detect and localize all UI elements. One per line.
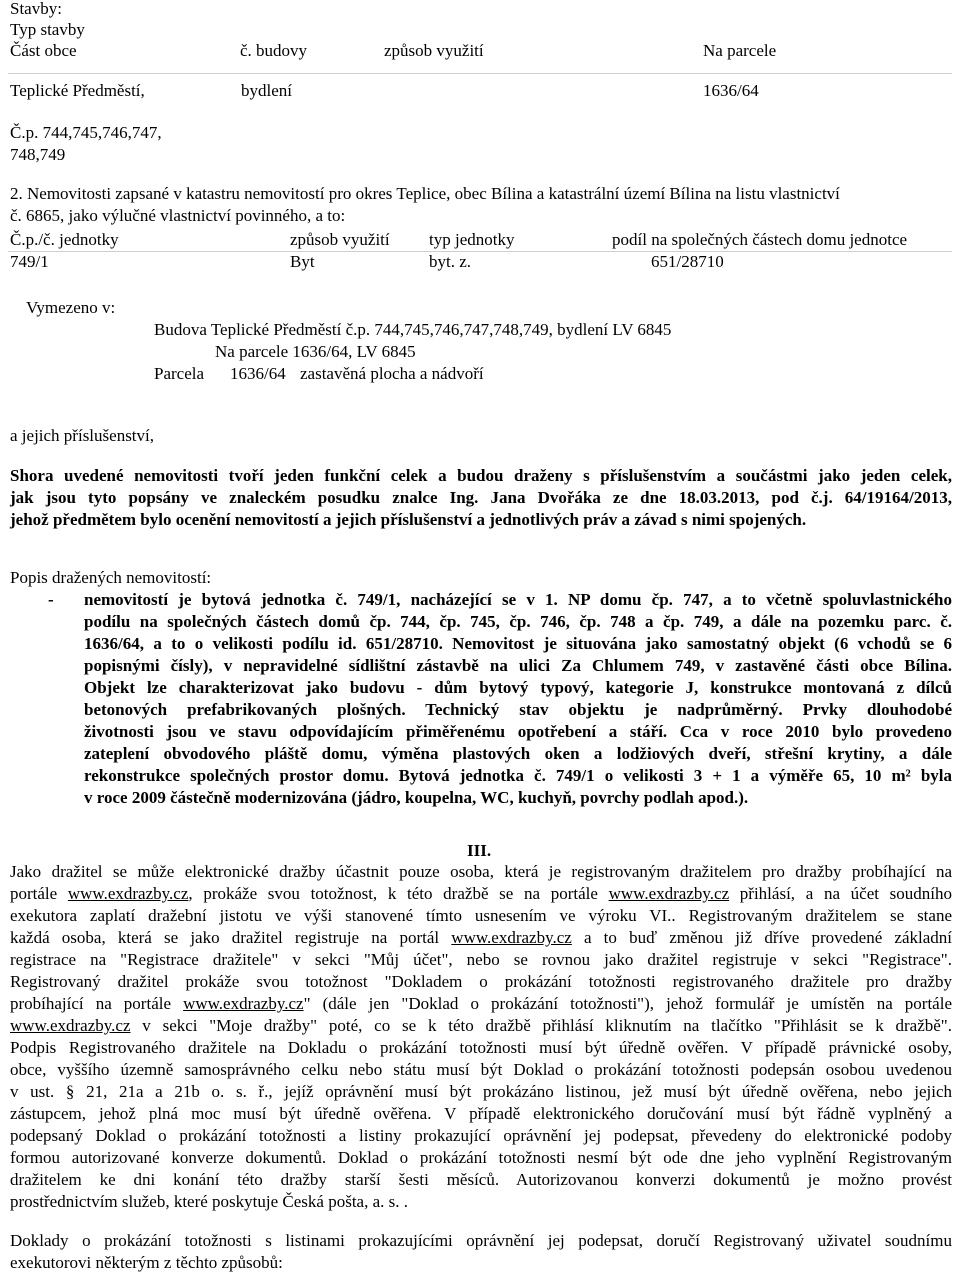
col-na-parcele: Na parcele <box>703 41 777 60</box>
popis-line: betonových prefabrikovaných plošných. Technický stav objektu je nadprůměrný. Prvky dlouhodobé <box>84 700 952 719</box>
row-zpusob: bydlení <box>241 81 292 100</box>
s2-col-cp: Č.p./č. jednotky <box>10 230 119 249</box>
vymezeno-parcela-label: Parcela <box>154 364 205 383</box>
s3-line6: Registrovaný dražitel prokáže svou totožnost "Dokladem o prokázání totožnosti registrovaného dražitele pro dražby <box>10 972 952 991</box>
section2-line1: 2. Nemovitosti zapsané v katastru nemovitostí pro okres Teplice, obec Bílina a katastrální území Bílina na listu vlastnictví <box>10 184 840 203</box>
s3-text: každá osoba, která se jako dražitel registruje na portál <box>10 928 452 947</box>
s3-line4 <box>10 927 952 949</box>
s2-col-typ: typ jednotky <box>429 230 515 249</box>
shora-line2: jak jsou tyto popsány ve znaleckém posudku znalce Ing. Jana Dvořáka ze dne 18.03.2013, pod č.j. 64/19164/2013, <box>10 488 952 507</box>
popis-title: Popis dražených nemovitostí: <box>10 568 212 587</box>
popis-line: popisnými čísly), v nepravidelné sídlištní zástavbě na ulici Za Chlumem 749, v zastavěné části obce Bílina. <box>84 656 952 675</box>
popis-line: 1636/64, a to o velikosti podílu id. 651/28710. Nemovitost je situována jako samostatný objekt (6 vchodů se 6 <box>84 634 952 653</box>
shora-line3: jehož předmětem bylo ocenění nemovitostí a jejich příslušenství a jednotlivých práv a závad s nimi spojených. <box>10 510 807 529</box>
s3-line13: podepsaný Doklad o prokázání totožnosti a listiny prokazující oprávnění jej podepsat, převedeny do elektronické podoby <box>10 1126 952 1145</box>
vymezeno-line2: Na parcele 1636/64, LV 6845 <box>215 342 416 361</box>
s3-text: a to buď změnou již dříve provedené základní <box>571 928 952 947</box>
popis-last-line: v roce 2009 částečně modernizována (jádro, koupelna, WC, kuchyň, povrchy podlah apod.). <box>84 788 749 807</box>
s3-text: portále <box>10 884 68 903</box>
exdrazby-link[interactable]: www.exdrazby.cz <box>451 928 572 947</box>
section3-heading: III. <box>467 841 492 860</box>
doklady-line2: exekutorovi některým z těchto způsobů: <box>10 1253 283 1272</box>
exdrazby-link[interactable]: www.exdrazby.cz <box>608 884 730 903</box>
vymezeno-line1: Budova Teplické Předměstí č.p. 744,745,746,747,748,749, bydlení LV 6845 <box>154 320 672 339</box>
s3-text: v sekci "Moje dražby" poté, co se k této dražbě přihlásí kliknutím na tlačítko "Přihlásit se k dražbě". <box>130 1016 952 1035</box>
popis-line: rekonstrukce společných prostor domu. Bytová jednotka č. 749/1 o velikosti 3 + 1 a výměře 65, 10 m² byla <box>84 766 952 785</box>
s3-line5: registrace na "Registrace dražitele" v sekci "Můj účet", nebo se rovnou jako dražitel registruje v sekci "Registrace". <box>10 950 952 969</box>
s3-line12: zástupcem, jehož plná moc musí být úředně ověřena. V případě elektronického doručování musí být řádně vyplněný a <box>10 1104 952 1123</box>
doklady-line1: Doklady o prokázání totožnosti s listinami prokazujícími oprávnění jej podepsat, doručí Registrovaný uživatel soudnímu <box>10 1231 952 1250</box>
row-parcela: 1636/64 <box>703 81 759 100</box>
row-cast-obce: Teplické Předměstí, <box>10 81 145 100</box>
s3-line7 <box>10 993 952 1015</box>
s3-line9: Podpis Registrovaného dražitele na Dokladu o prokázání totožnosti musí být úředně ověřen. V případě právnické osoby, <box>10 1038 952 1057</box>
s3-line8 <box>10 1015 952 1037</box>
s2-row-zpusob: Byt <box>290 252 315 271</box>
row-cp-line2: 748,749 <box>10 145 66 164</box>
exdrazby-link[interactable]: www.exdrazby.cz <box>67 884 189 903</box>
s3-line10: obce, vyššího územně samosprávného celku nebo státu musí být Doklad o prokázání totožnosti podepsán osobou uvedenou <box>10 1060 952 1079</box>
exdrazby-link[interactable]: www.exdrazby.cz <box>183 994 304 1013</box>
shora-line1: Shora uvedené nemovitosti tvoří jeden funkční celek a budou draženy s příslušenstvím a součástmi jako jeden celek, <box>10 466 952 485</box>
popis-line: zateplení obvodového pláště domu, výměna plastových oken a lodžiových dveří, střešní krytiny, a dále <box>84 744 952 763</box>
col-c-budovy: č. budovy <box>240 41 308 60</box>
s3-text: " (dále jen "Doklad o prokázání totožnosti"), jehož formulář je umístěn na portále <box>303 994 952 1013</box>
exdrazby-link[interactable]: www.exdrazby.cz <box>10 1016 131 1035</box>
popis-line: Objekt lze charakterizovat jako budovu - dům bytový typový, kategorie J, konstrukce montovaná z dílců <box>84 678 952 697</box>
col-zpusob: způsob využití <box>384 41 484 60</box>
s3-line2 <box>10 883 952 905</box>
s3-text: , prokáže svou totožnost, k této dražbě se na portále <box>188 884 609 903</box>
s2-row-typ: byt. z. <box>429 252 472 271</box>
popis-line: nemovitostí je bytová jednotka č. 749/1, nacházející se v 1. NP domu čp. 747, a to včetně spoluvlastnického <box>84 590 952 609</box>
s3-line16: prostřednictvím služeb, které poskytuje Česká pošta, a. s. . <box>10 1192 408 1211</box>
vymezeno-parcela-number: 1636/64 <box>230 364 286 383</box>
s2-col-podil: podíl na společných částech domu jednotce <box>612 230 908 249</box>
section2-line2: č. 6865, jako výlučné vlastnictví povinného, a to: <box>10 206 346 225</box>
divider <box>8 251 952 252</box>
s2-col-zpusob: způsob využití <box>290 230 390 249</box>
s3-text: přihlásí, a na účet soudního <box>729 884 952 903</box>
s3-line3: exekutora zaplatí dražební jistotu ve výši stanovené tímto usnesením ve výroku VI.. Registrovaným dražitelem se stane <box>10 906 952 925</box>
popis-line: podílu na společných částech domů čp. 744, čp. 745, čp. 746, čp. 748 a čp. 749, a dále na pozemku parc. č. <box>84 612 952 631</box>
popis-line: životnosti jsou ve stavu odpovídajícím přiměřenému opotřebení a stáří. Cca v roce 2010 bylo provedeno <box>84 722 952 741</box>
stavby-label: Stavby: <box>10 0 62 18</box>
prislusenstvi-text: a jejich příslušenství, <box>10 426 155 445</box>
popis-dash: - <box>48 590 54 609</box>
s3-line1: Jako dražitel se může elektronické dražby účastnit pouze osoba, která je registrovaným dražitelem pro dražby probíhající na <box>10 862 952 881</box>
s2-row-cp: 749/1 <box>10 252 49 271</box>
s2-row-podil: 651/28710 <box>651 252 724 271</box>
typ-stavby-label: Typ stavby <box>10 20 85 39</box>
s3-line14: formou autorizované konverze dokumentů. Doklad o prokázání totožnosti nesmí být ode dne jeho vyplnění Registrovaným <box>10 1148 952 1167</box>
vymezeno-label: Vymezeno v: <box>26 298 116 317</box>
vymezeno-parcela-type: zastavěná plocha a nádvoří <box>300 364 484 383</box>
col-cast-obce: Část obce <box>10 41 77 60</box>
divider <box>8 73 952 74</box>
s3-line11: v ust. § 21, 21a a 21b o. s. ř., jejíž oprávnění musí být prokázáno listinou, jež musí být úředně ověřena, nebo jejich <box>10 1082 952 1101</box>
row-cp-line1: Č.p. 744,745,746,747, <box>10 123 162 142</box>
s3-line15: dražitelem ke dni konání této dražby starší šesti měsíců. Autorizovanou konverzi dokumentů je možno provést <box>10 1170 952 1189</box>
s3-text: probíhající na portále <box>10 994 184 1013</box>
